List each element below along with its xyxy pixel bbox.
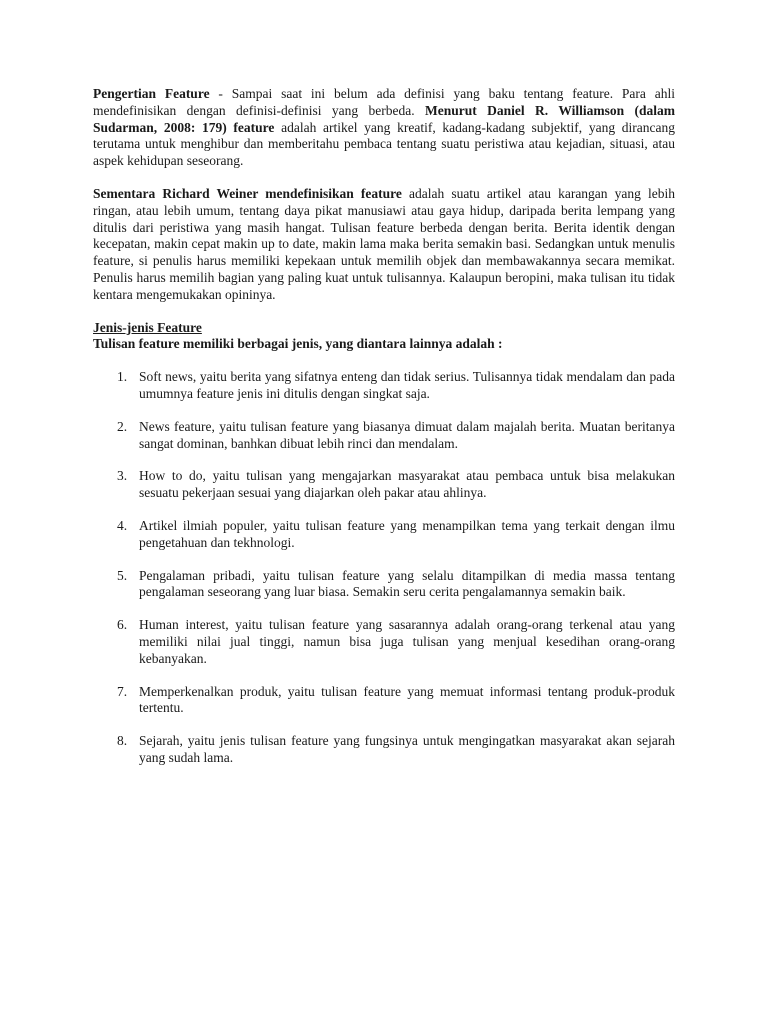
term-label: Pengertian Feature <box>93 86 210 101</box>
list-item <box>93 369 675 403</box>
weiner-lead: Sementara Richard Weiner mendefinisikan feature <box>93 185 402 201</box>
list-item-text: Sejarah, yaitu jenis tulisan feature yang fungsinya untuk mengingatkan masyarakat akan sejarah yang sudah lama. <box>139 733 675 765</box>
list-item <box>93 419 675 453</box>
list-item-text: Pengalaman pribadi, yaitu tulisan feature yang selalu ditampilkan di media massa tentang pengalaman seseorang yang luar biasa. Semakin seru cerita pengalamannya semakin baik. <box>139 567 675 600</box>
list-item-number: 6. <box>117 617 128 633</box>
list-item-text: Human interest, yaitu tulisan feature yang sasarannya adalah orang-orang terkenal atau yang memiliki nilai jual tinggi, namun bisa juga tulisan yang menjual kesedihan orang-orang kebanyakan. <box>139 617 675 666</box>
list-item <box>93 684 675 718</box>
list-item-text: How to do, yaitu tulisan yang mengajarkan masyarakat atau pembaca untuk bisa melakukan sesuatu pekerjaan sesuai yang diajarkan oleh pakar atau ahlinya. <box>139 468 675 501</box>
section-title: Jenis-jenis Feature <box>93 319 202 335</box>
list-item-text: Soft news, yaitu berita yang sifatnya enteng dan tidak serius. Tulisannya tidak mendalam dan pada umumnya feature jenis ini ditulis dengan singkat saja. <box>139 369 675 401</box>
list-item <box>93 468 675 502</box>
list-item <box>93 568 675 602</box>
intro-paragraph <box>93 86 675 170</box>
weiner-text: adalah suatu artikel atau karangan yang lebih ringan, atau lebih umum, tentang daya pikat manusiawi atau gaya hidup, daripada berita lempang yang ditulis dari peristiwa yang masih hangat. Tulisan feature berbeda dengan berita. Berita identik dengan kecepatan, makin cepat makin up to date, makin lama maka berita semakin basi. Sedangkan untuk menulis feature, si penulis harus memiliki kepekaan untuk memilih objek dan membawakannya secara memikat. Penulis harus memilih bagian yang paling kuat untuk tulisannya. Kalaupun beropini, maka tulisan itu tidak kentara mengemukakan opininya. <box>93 185 675 302</box>
weiner-paragraph <box>93 186 675 304</box>
section-subtitle: Tulisan feature memiliki berbagai jenis, yang diantara lainnya adalah : <box>93 336 503 352</box>
citation: Menurut Daniel R. Williamson (dalam Sudarman, 2008: 179) feature <box>93 102 675 135</box>
list-item <box>93 617 675 667</box>
list-item <box>93 733 675 767</box>
intro-text-2: adalah artikel yang kreatif, kadang-kadang subjektif, yang dirancang terutama untuk menghibur dan memberitahu pembaca tentang suatu peristiwa atau kejadian, situasi, atau aspek kehidupan seseorang. <box>93 119 675 169</box>
list-item-text: Memperkenalkan produk, yaitu tulisan feature yang memuat informasi tentang produk-produk tertentu. <box>139 683 675 716</box>
list-item <box>93 518 675 552</box>
intro-text-1: - Sampai saat ini belum ada definisi yang baku tentang feature. Para ahli mendefinisikan dengan definisi-definisi yang berbeda. <box>93 86 675 118</box>
list-item-number: 7. <box>117 683 128 699</box>
list-item-number: 2. <box>117 418 128 434</box>
list-item-number: 5. <box>117 567 128 583</box>
list-item-number: 1. <box>117 369 128 385</box>
list-item-text: Artikel ilmiah populer, yaitu tulisan feature yang menampilkan tema yang terkait dengan ilmu pengetahuan dan tekhnologi. <box>139 517 675 550</box>
list-item-text: News feature, yaitu tulisan feature yang biasanya dimuat dalam majalah berita. Muatan beritanya sangat dominan, banhkan dibuat lebih rinci dan mendalam. <box>139 418 675 451</box>
list-item-number: 3. <box>117 468 128 484</box>
section-heading <box>93 320 675 354</box>
document-page <box>93 86 675 783</box>
list-item-number: 4. <box>117 517 128 533</box>
list-item-number: 8. <box>117 733 128 749</box>
feature-types-list <box>93 369 675 767</box>
